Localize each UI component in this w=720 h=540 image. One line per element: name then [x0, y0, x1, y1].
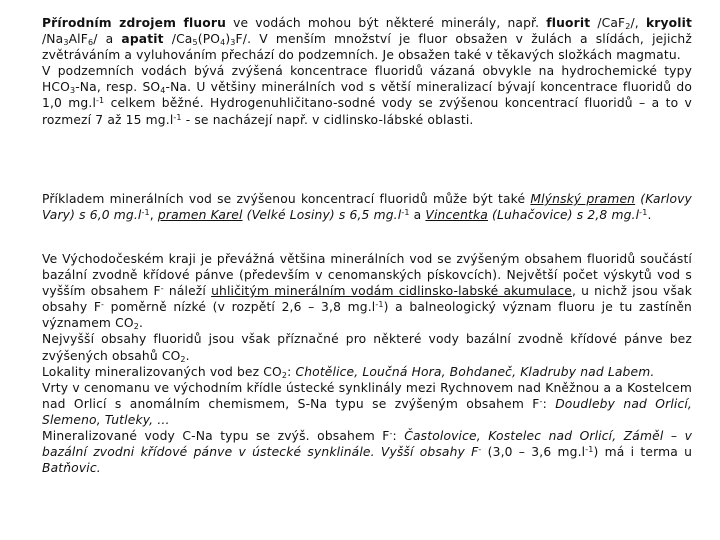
- text-span: - se nacházejí např. v cidlinsko-lábské oblasti.: [181, 112, 474, 127]
- text-span: ): [225, 32, 231, 47]
- text-span: .: [138, 316, 143, 331]
- superscript: -1: [401, 208, 410, 218]
- text-span: Lokality mineralizovaných vod bez CO: [42, 364, 282, 379]
- superscript: -1: [375, 300, 384, 310]
- superscript: -: [160, 284, 164, 294]
- superscript: -1: [585, 445, 594, 455]
- text-span: / a: [93, 32, 122, 47]
- text-span: ve vodách mohou být některé minerály, např.: [226, 16, 547, 30]
- text-span: a: [409, 208, 426, 223]
- superscript: -: [389, 429, 393, 439]
- link-pramen-karel: pramen Karel: [157, 208, 243, 223]
- subscript: 3: [69, 86, 76, 96]
- text-span: /,: [630, 16, 646, 30]
- link-vincentka: Vincentka: [425, 208, 488, 223]
- subscript: 4: [160, 86, 166, 96]
- text-span: F/. V menším množství je fluor obsažen v žulách a slídách, jejichž zvětráváním a vyluhováním přechází do podzemních. Je obsažen také v těkavých složkách magmatu.: [42, 32, 692, 63]
- text-span: /Na: [42, 32, 64, 47]
- text-span: :: [287, 364, 296, 379]
- text-span: Vrty v cenomanu ve východním křídle ústecké synklinály mezi Rychnovem nad Kněžnou a a Kostelcem nad Orlicí s anomálním chemismem, S-Na typu se zvýšeným obsahem F: [42, 380, 692, 411]
- text-span: AlF: [68, 32, 88, 47]
- subscript: 2: [625, 22, 631, 31]
- text-span: V podzemních vodách bývá zvýšená koncentrace fluoridů vázaná obvykle na hydrochemické typy HCO: [42, 64, 692, 95]
- text-span: ,: [149, 208, 158, 223]
- text-span: (Karlovy Vary) s 6,0 mg.l: [42, 192, 692, 223]
- text-span: Příkladem minerálních vod se zvýšenou koncentrací fluoridů může být také: [42, 192, 531, 206]
- term-natural-source: Přírodním zdrojem fluoru: [42, 16, 226, 30]
- locality-list: Chotělice, Loučná Hora, Bohdaneč, Kladruby nad Labem.: [295, 364, 655, 379]
- text-span: -Na, resp. SO: [75, 80, 161, 95]
- text-span: celkem běžné. Hydrogenuhličitano-sodné vody se zvýšenou koncentrací fluoridů – a to v rozmezí 7 až 15 mg.l: [42, 96, 692, 127]
- subscript: 4: [220, 38, 226, 48]
- subscript: 2: [133, 322, 139, 332]
- subscript: 3: [230, 38, 236, 48]
- subscript: 5: [192, 38, 198, 48]
- text-span: /CaF: [590, 16, 626, 30]
- text-span: Ve Východočeském kraji je převážná většina minerálních vod se zvýšeným obsahem fluoridů součástí bazální zvodně křídové pánve (především v cenomanských pískovcích). Největší počet výskytů vod s vyšším obsahem F: [42, 252, 692, 299]
- link-mlynsky-pramen: Mlýnský pramen: [530, 192, 636, 206]
- superscript: -1: [639, 208, 648, 218]
- locality-list: Častolovice, Kostelec nad Orlicí, Záměl – v bazální zvodni křídové pánve v ústecké synklinále. Vyšší obsahy F: [42, 429, 692, 460]
- superscript: -1: [173, 112, 182, 122]
- text-span: (Velké Losiny) s 6,5 mg.l: [242, 208, 402, 223]
- text-span: poměrně nízké (v rozpětí 2,6 – 3,8 mg.l: [104, 300, 376, 315]
- locality-list: Doudleby nad Orlicí, Slemeno, Tutleky, …: [42, 396, 692, 427]
- text-span: Nejvyšší obsahy fluoridů jsou však příznačné pro některé vody bazální zvodně křídové pánve bez zvýšených obsahů CO: [42, 332, 692, 363]
- text-span: :: [542, 396, 556, 411]
- text-span: :: [392, 429, 405, 444]
- subscript: 2: [180, 354, 186, 364]
- subscript: 6: [87, 38, 94, 48]
- text-span: náleží: [163, 284, 212, 299]
- text-span: Mineralizované vody C-Na typu se zvýš. obsahem F: [42, 429, 390, 444]
- text-span: .: [647, 208, 652, 223]
- superscript: -: [478, 445, 482, 455]
- text-span: (Luhačovice) s 2,8 mg.l: [487, 208, 640, 223]
- link-cidlinsko-labska-akumulace: uhličitým minerálním vodám cidlinsko-labské akumulace: [211, 284, 572, 299]
- term-cryolite: kryolit: [645, 16, 693, 30]
- term-apatite: apatit: [121, 32, 164, 47]
- subscript: 3: [63, 38, 69, 48]
- superscript: -: [539, 396, 543, 406]
- text-span: ) a balneologický význam fluoru je tu zastíněn významem CO: [42, 300, 692, 331]
- superscript: -: [101, 300, 105, 310]
- paragraph-east-bohemia: [42, 251, 692, 476]
- text-span: (PO: [197, 32, 221, 47]
- text-span: /Ca: [163, 32, 193, 47]
- text-span: , u nichž jsou však obsahy F: [42, 284, 692, 315]
- superscript: -1: [141, 208, 150, 218]
- subscript: 2: [281, 370, 288, 380]
- superscript: -1: [96, 96, 105, 106]
- text-span: (3,0 – 3,6 mg.l: [481, 445, 586, 460]
- text-span: ) má i terma u: [593, 445, 693, 460]
- text-span: -Na. U většiny minerálních vod s větší mineralizací bývají koncentrace fluoridů do 1,0 mg.l: [42, 80, 692, 111]
- paragraph-mineral-water-examples: [42, 191, 692, 223]
- paragraph-fluorine-sources: [42, 15, 692, 128]
- locality-batnovice: Batňovic.: [42, 461, 101, 476]
- term-fluorite: fluorit: [546, 16, 591, 30]
- text-span: .: [185, 348, 190, 363]
